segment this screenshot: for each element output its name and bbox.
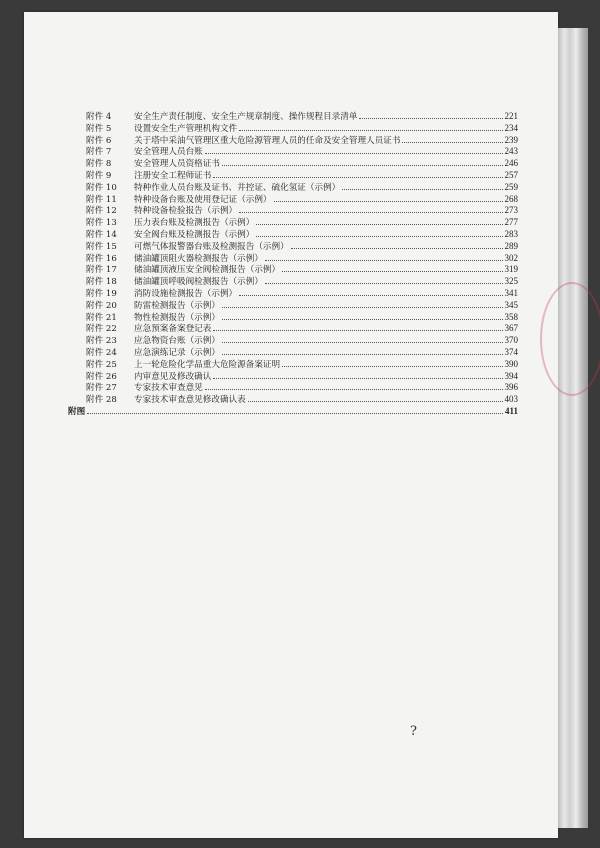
toc-page-number: 277 (504, 217, 518, 228)
toc-title: 安全生产责任制度、安全生产规章制度、操作规程目录清单 (134, 112, 358, 122)
toc-page-number: 341 (504, 287, 518, 298)
toc-title: 专家技术审查意见 (134, 383, 203, 394)
toc-leader (256, 224, 502, 225)
toc-page-number: 221 (504, 111, 518, 121)
toc-prefix: 附件 27 (86, 383, 117, 394)
toc-prefix: 附件 28 (86, 395, 117, 406)
toc-leader (265, 260, 503, 261)
toc-title: 安全管理人员资格证书 (134, 159, 220, 170)
toc-title: 储油罐顶液压安全阀检测报告（示例） (134, 265, 281, 276)
toc-prefix: 附件 8 (86, 159, 112, 170)
toc-row (86, 323, 518, 335)
toc-leader (342, 189, 502, 190)
toc-prefix: 附件 18 (86, 277, 117, 288)
toc-page-number: 411 (504, 405, 518, 416)
toc-page-number: 268 (504, 193, 518, 204)
toc-page-number: 259 (504, 181, 518, 192)
toc-title: 特种设备台账及使用登记证（示例） (134, 194, 272, 205)
toc-leader (265, 283, 503, 284)
toc-title: 压力表台账及检测报告（示例） (134, 218, 255, 229)
toc-row (86, 312, 518, 324)
toc-title: 内审意见及修改确认 (134, 371, 212, 382)
toc-title: 防雷检测报告（示例） (134, 300, 220, 311)
toc-leader (239, 295, 502, 296)
toc-prefix: 附件 25 (86, 359, 117, 370)
toc-row (86, 158, 518, 170)
toc-leader (402, 142, 502, 143)
footer-mark: ? (410, 724, 417, 739)
toc-leader (274, 201, 503, 202)
toc-page-number: 302 (504, 252, 518, 263)
toc-prefix: 附件 4 (86, 112, 112, 122)
toc-prefix: 附件 23 (86, 336, 117, 347)
toc-prefix: 附件 7 (86, 147, 112, 158)
document-page (24, 12, 558, 838)
toc-title: 安全管理人员台账 (134, 147, 203, 158)
toc-page-number: 234 (504, 122, 518, 133)
toc-row (86, 335, 518, 347)
toc-leader (222, 319, 503, 320)
toc-prefix: 附件 26 (86, 371, 117, 382)
toc-row (86, 394, 518, 406)
toc-row (86, 241, 518, 253)
toc-title: 关于塔中采油气管理区重大危险源管理人员的任命及安全管理人员证书 (134, 135, 401, 146)
toc-row (86, 253, 518, 265)
toc-section-row (68, 406, 518, 418)
toc-row (86, 359, 518, 371)
toc-page-number: 257 (504, 169, 518, 180)
toc-prefix: 附件 17 (86, 265, 117, 276)
toc-leader (222, 354, 503, 355)
toc-row (86, 382, 518, 394)
toc-page-number: 246 (504, 158, 518, 169)
toc-row (86, 276, 518, 288)
toc-title: 注册安全工程师证书 (134, 170, 212, 181)
toc-prefix: 附件 21 (86, 312, 117, 323)
toc-prefix: 附件 12 (86, 206, 117, 217)
toc-prefix: 附件 15 (86, 241, 117, 252)
toc-prefix: 附件 11 (86, 194, 117, 205)
toc-leader (291, 248, 503, 249)
toc-row (86, 135, 518, 147)
toc-page-number: 283 (504, 228, 518, 239)
toc-page-number: 370 (504, 335, 518, 346)
table-of-contents (68, 111, 518, 418)
toc-title: 安全阀台账及检测报告（示例） (134, 229, 255, 240)
toc-title: 储油罐顶阻火器检测报告（示例） (134, 253, 263, 264)
toc-page-number: 367 (504, 323, 518, 334)
toc-row (86, 123, 518, 135)
toc-page-number: 319 (504, 264, 518, 275)
toc-row (86, 229, 518, 241)
toc-page-number: 325 (504, 276, 518, 287)
toc-leader (222, 307, 503, 308)
toc-prefix: 附件 20 (86, 300, 117, 311)
toc-leader (248, 401, 503, 402)
toc-row (86, 264, 518, 276)
toc-leader (282, 271, 502, 272)
toc-leader (213, 177, 502, 178)
toc-prefix: 附件 9 (86, 170, 112, 181)
toc-prefix: 附件 24 (86, 347, 117, 358)
toc-title: 设置安全生产管理机构文件 (134, 123, 238, 134)
toc-title: 专家技术审查意见修改确认表 (134, 395, 246, 406)
toc-page-number: 358 (504, 311, 518, 322)
toc-page-number: 273 (504, 205, 518, 216)
toc-title: 上一轮危险化学品重大危险源备案证明 (134, 359, 281, 370)
toc-row (86, 288, 518, 300)
toc-row (86, 217, 518, 229)
toc-prefix: 附件 5 (86, 123, 112, 134)
toc-leader (239, 212, 502, 213)
toc-leader (213, 378, 502, 379)
toc-page-number: 390 (504, 358, 518, 369)
toc-title: 应急演练记录（示例） (134, 347, 220, 358)
toc-row (86, 300, 518, 312)
toc-prefix: 附件 16 (86, 253, 117, 264)
toc-title: 物性检测报告（示例） (134, 312, 220, 323)
toc-leader (359, 118, 502, 119)
toc-prefix: 附件 6 (86, 135, 112, 146)
toc-row (86, 146, 518, 158)
toc-title: 储油罐顶呼吸阀检测报告（示例） (134, 277, 263, 288)
toc-page-number: 289 (504, 240, 518, 251)
toc-title: 消防设施检测报告（示例） (134, 288, 238, 299)
toc-page-number: 374 (504, 346, 518, 357)
toc-row (86, 205, 518, 217)
toc-row (86, 347, 518, 359)
toc-leader (87, 413, 503, 414)
toc-title: 特种设备检验报告（示例） (134, 206, 238, 217)
toc-section-title: 附图 (68, 406, 86, 417)
red-seal-stamp-icon (540, 282, 600, 396)
toc-leader (205, 389, 503, 390)
toc-row (86, 111, 518, 123)
toc-leader (213, 330, 502, 331)
toc-title: 应急预案备案登记表 (134, 324, 212, 335)
toc-prefix: 附件 19 (86, 288, 117, 299)
toc-leader (256, 236, 502, 237)
toc-title: 可燃气体报警器台账及检测报告（示例） (134, 241, 289, 252)
toc-leader (282, 366, 502, 367)
toc-leader (205, 153, 503, 154)
toc-title: 特种作业人员台账及证书、井控证、硫化氢证（示例） (134, 182, 341, 193)
toc-leader (222, 165, 503, 166)
toc-prefix: 附件 13 (86, 218, 117, 229)
toc-page-number: 396 (504, 382, 518, 393)
toc-page-number: 403 (504, 394, 518, 405)
toc-leader (239, 130, 502, 131)
toc-title: 应急物资台账（示例） (134, 336, 220, 347)
toc-prefix: 附件 14 (86, 229, 117, 240)
toc-prefix: 附件 10 (86, 182, 117, 193)
toc-prefix: 附件 22 (86, 324, 117, 335)
toc-row (86, 194, 518, 206)
toc-page-number: 243 (504, 146, 518, 157)
toc-leader (222, 342, 503, 343)
toc-row (86, 170, 518, 182)
toc-page-number: 239 (504, 134, 518, 145)
toc-row (86, 182, 518, 194)
toc-page-number: 345 (504, 299, 518, 310)
toc-page-number: 394 (504, 370, 518, 381)
book-page-edges (558, 28, 588, 828)
toc-row (86, 371, 518, 383)
